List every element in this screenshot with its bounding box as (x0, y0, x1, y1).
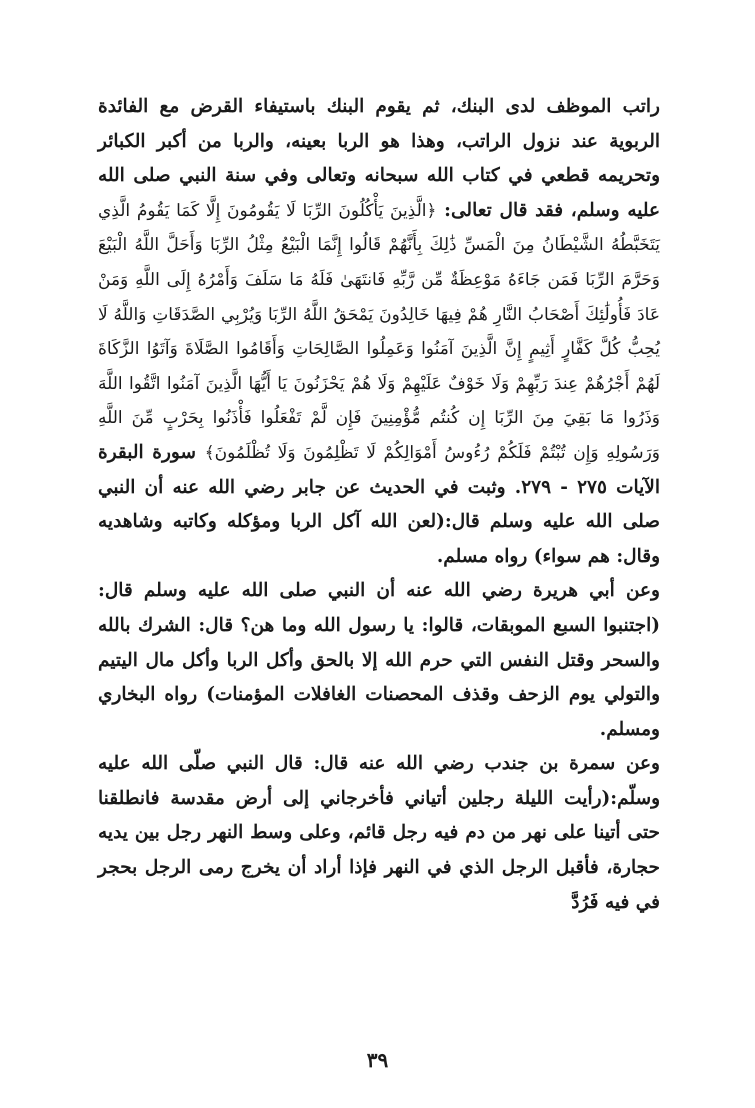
quran-verse-al-baqarah: ﴿الَّذِينَ يَأْكُلُونَ الرِّبَا لَا يَقُومُونَ إِلَّا كَمَا يَقُومُ الَّذِي يَتَخَبَّطُهُ الشَّيْطَانُ مِنَ الْمَسِّ ذَٰلِكَ بِأَنَّهُمْ قَالُوا إِنَّمَا الْبَيْعُ مِثْلُ الرِّبَا وَأَحَلَّ اللَّهُ الْبَيْعَ وَحَرَّمَ الرِّبَا فَمَن جَاءَهُ مَوْعِظَةٌ مِّن رَّبِّهِ فَانتَهَىٰ فَلَهُ مَا سَلَفَ وَأَمْرُهُ إِلَى اللَّهِ وَمَنْ عَادَ فَأُولَٰئِكَ أَصْحَابُ النَّارِ هُمْ فِيهَا خَالِدُونَ يَمْحَقُ اللَّهُ الرِّبَا وَيُرْبِي الصَّدَقَاتِ وَاللَّهُ لَا يُحِبُّ كُلَّ كَفَّارٍ أَثِيمٍ إِنَّ الَّذِينَ آمَنُوا وَعَمِلُوا الصَّالِحَاتِ وَأَقَامُوا الصَّلَاةَ وَآتَوُا الزَّكَاةَ لَهُمْ أَجْرُهُمْ عِندَ رَبِّهِمْ وَلَا خَوْفٌ عَلَيْهِمْ وَلَا هُمْ يَحْزَنُونَ يَا أَيُّهَا الَّذِينَ آمَنُوا اتَّقُوا اللَّهَ وَذَرُوا مَا بَقِيَ مِنَ الرِّبَا إِن كُنتُم مُّؤْمِنِينَ فَإِن لَّمْ تَفْعَلُوا فَأْذَنُوا بِحَرْبٍ مِّنَ اللَّهِ وَرَسُولِهِ وَإِن تُبْتُمْ فَلَكُمْ رُءُوسُ أَمْوَالِكُمْ لَا تَظْلِمُونَ وَلَا تُظْلَمُونَ﴾ (98, 200, 661, 463)
page-number: ٣٩ (366, 1048, 389, 1072)
paragraph-intro-text: راتب الموظف لدى البنك، ثم يقوم البنك باستيفاء القرض مع الفائدة الربوية عند نزول الراتب، وهذا هو الربا بعينه، والربا من أكبر الكبائر وتحريمه قطعي في كتاب الله سبحانه وتعالى وفي سنة النبي صلى الله عليه وسلم، فقد قال تعالى: (98, 96, 660, 221)
paragraph-riba-ruling (98, 90, 660, 574)
paragraph-hadith-jabir: سورة البقرة الآيات ٢٧٥ - ٢٧٩. وثبت في الحديث عن جابر رضي الله عنه أن النبي صلى الله عليه وسلم قال:(لعن الله آكل الربا ومؤكله وكاتبه وشاهديه وقال: هم سواء) رواه مسلم. (98, 441, 661, 567)
paragraph-hadith-abu-hurayra: وعن أبي هريرة رضي الله عنه أن النبي صلى الله عليه وسلم قال:(اجتنبوا السبع الموبقات، قالوا: يا رسول الله وما هن؟ قال: الشرك بالله والسحر وقتل النفس التي حرم الله إلا بالحق وأكل الربا وأكل مال اليتيم والتولي يوم الزحف وقذف المحصنات الغافلات المؤمنات) رواه البخاري ومسلم. (98, 580, 660, 740)
page-body (98, 90, 660, 920)
paragraph-hadith-samura: وعن سمرة بن جندب رضي الله عنه قال: قال النبي صلّى الله عليه وسلّم:(رأيت الليلة رجلين أتياني فأخرجاني إلى أرض مقدسة فانطلقنا حتى أتينا على نهر من دم فيه رجل قائم، وعلى وسط النهر رجل بين يديه حجارة، فأقبل الرجل الذي في النهر فإذا أراد أن يخرج رمى الرجل بحجر في فيه فَرُدَّ (98, 753, 660, 913)
